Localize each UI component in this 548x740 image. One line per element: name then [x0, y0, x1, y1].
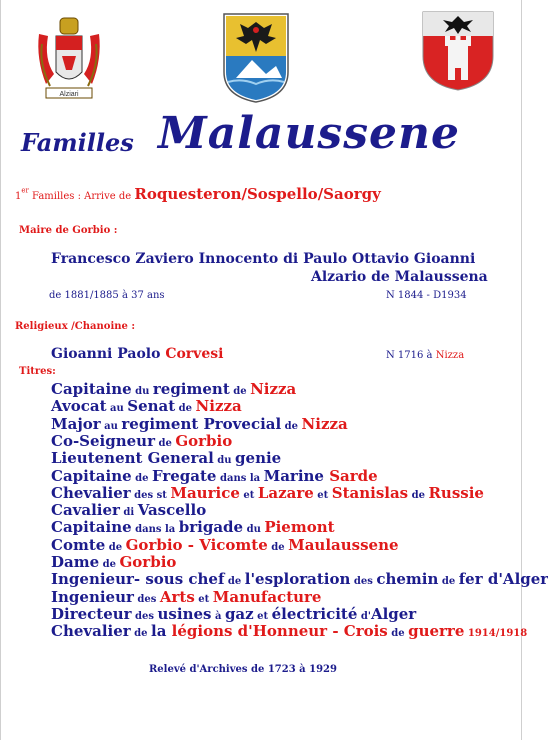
titre-segment: - Crois [327, 622, 388, 641]
titre-segment: Maulaussene [288, 535, 399, 554]
titre-segment: Comte [51, 535, 106, 554]
titre-segment: des st [130, 489, 171, 501]
titre-segment: chemin [376, 570, 439, 589]
religieux-label: Religieux /Chanoine : [15, 321, 136, 332]
titre-segment: Maurice [170, 483, 240, 502]
maire-name-line1: Francesco Zaviero Innocento di Paulo Ottavio Gioanni [51, 251, 476, 267]
titre-segment: au [106, 403, 128, 415]
titre-line [51, 415, 348, 433]
titre-segment: et [239, 489, 258, 501]
maire-name-line2: Alzario de Malaussena [311, 269, 488, 285]
titre-segment: des [131, 610, 158, 622]
titre-segment: du [243, 524, 265, 536]
titre-segment: Major [51, 414, 101, 433]
titre-segment: et [313, 489, 332, 501]
titre-segment: des [350, 576, 377, 588]
titre-segment: Chevalier [51, 622, 131, 641]
titre-segment: des [133, 593, 160, 605]
titre-segment: Directeur [51, 604, 132, 623]
titre-segment: Sarde [323, 466, 378, 485]
titre-segment: 1914/1918 [464, 628, 528, 640]
titre-segment: fer d'Alger [458, 570, 548, 589]
titre-segment: Lazare [257, 483, 314, 502]
titre-segment: Vascello [137, 501, 207, 520]
first-family-line [15, 184, 381, 203]
titre-segment: la [151, 622, 172, 641]
titre-segment: de [438, 576, 459, 588]
titre-segment: Piemont [264, 518, 335, 537]
first-family-label: Familles : Arrive de [28, 191, 135, 202]
titre-line [51, 553, 176, 571]
titre-segment: de [408, 489, 429, 501]
titre-segment: gaz [224, 604, 254, 623]
titre-segment: de [175, 403, 196, 415]
titre-line [51, 501, 206, 519]
titre-segment: Gorbio [119, 553, 177, 571]
titre-segment: Ingenieur- sous chef [51, 570, 225, 589]
titre-segment: Dame [51, 553, 100, 571]
titre-segment: d'Honneur [232, 622, 328, 641]
first-family-sup: er [21, 186, 29, 195]
saorge-crest [421, 10, 495, 92]
titre-segment: de [387, 628, 409, 640]
titre-segment: et [194, 593, 213, 605]
titre-segment: guerre [408, 622, 465, 641]
titre-segment: regiment [152, 380, 230, 398]
religieux-name-part2: Corvesi [165, 346, 224, 362]
titre-segment: Fregate [151, 466, 217, 485]
titre-segment: brigade [178, 518, 244, 537]
titre-segment: légions [171, 622, 233, 641]
titre-segment: du [131, 386, 153, 397]
titres-label: Titres: [19, 366, 56, 377]
titre-line [51, 622, 527, 640]
titre-segment: de [131, 472, 152, 484]
titre-segment: de [267, 541, 289, 553]
titre-segment: Co-Seigneur [51, 431, 155, 450]
titre-segment: d' [357, 610, 371, 622]
titre-segment: à [211, 610, 225, 622]
titre-segment: Capitaine [51, 518, 132, 537]
first-family-prefix: 1 [15, 191, 22, 202]
titre-segment: et [253, 610, 272, 622]
titre-segment: Capitaine [51, 380, 132, 398]
titre-segment: Chevalier [51, 483, 131, 502]
titre-segment: Nizza [195, 397, 242, 416]
heading-family-name: Malaussene [158, 108, 460, 159]
crest-label: Alziari [59, 91, 79, 98]
footer-text: Relevé d'Archives de 1723 à 1929 [149, 664, 337, 675]
first-family-places: Roquesteron/Sospello/Saorgy [134, 185, 381, 203]
titre-segment: Avocat [51, 397, 107, 416]
titre-segment: de [229, 386, 251, 397]
maire-born: N 1844 - D1934 [386, 290, 467, 301]
titre-segment: Gorbio [175, 431, 233, 450]
titre-segment: Nizza [250, 380, 297, 398]
titre-segment: dans la [216, 472, 264, 484]
titre-segment: Capitaine [51, 466, 132, 485]
titre-segment: dans la [131, 524, 179, 536]
titre-segment: électricité [271, 604, 358, 623]
titre-line [51, 380, 296, 398]
titre-segment: Vicomte [199, 535, 268, 554]
titre-segment: de [99, 559, 120, 570]
gorbio-crest [222, 12, 290, 104]
titre-segment: Marine [263, 466, 324, 485]
titre-segment: au [100, 420, 122, 432]
titre-segment: de [105, 541, 126, 553]
titre-line [51, 467, 378, 485]
religieux-name-part1: Gioanni Paolo [51, 346, 166, 362]
maire-dates: de 1881/1885 à 37 ans [49, 290, 165, 301]
titre-line [51, 536, 399, 554]
titre-line [51, 588, 321, 606]
titre-line [51, 432, 232, 450]
religieux-born-part1: N 1716 à [386, 350, 436, 361]
titre-segment: Ingenieur [51, 587, 134, 606]
titre-segment: di [119, 507, 138, 519]
titre-segment: Senat [127, 397, 176, 416]
titre-segment: Gorbio [125, 535, 183, 554]
titre-segment: Lieutenent General [51, 449, 214, 468]
titre-segment: usines [157, 604, 212, 623]
titre-line [51, 518, 335, 536]
titre-segment: du [213, 455, 236, 467]
titre-segment: Cavalier [51, 501, 120, 520]
alziari-crest [34, 14, 104, 104]
religieux-name [51, 346, 223, 362]
religieux-born-part2: Nizza [435, 350, 465, 361]
titre-segment: Nizza [301, 414, 348, 433]
titre-segment: de [281, 420, 302, 432]
titre-segment: l'esploration [244, 570, 351, 589]
titre-segment: de [130, 628, 151, 640]
titre-segment: Stanislas [331, 483, 409, 502]
titre-line [51, 484, 484, 502]
titre-segment: de [224, 576, 245, 588]
titre-line [51, 449, 281, 467]
religieux-born [386, 350, 464, 361]
titre-segment: Alger [370, 604, 417, 623]
titre-segment: de [155, 437, 176, 449]
titre-line [51, 397, 242, 415]
titre-segment: Manufacture [212, 587, 322, 606]
titre-segment: Arts [159, 587, 195, 606]
titre-segment: - [182, 535, 200, 554]
titre-line [51, 570, 548, 588]
titre-segment: regiment Provecial [121, 414, 282, 433]
titre-segment: Russie [428, 483, 484, 502]
maire-label: Maire de Gorbio : [19, 225, 118, 236]
heading-familles: Familles [21, 128, 134, 157]
titre-segment: genie [235, 449, 282, 468]
titre-line [51, 605, 416, 623]
